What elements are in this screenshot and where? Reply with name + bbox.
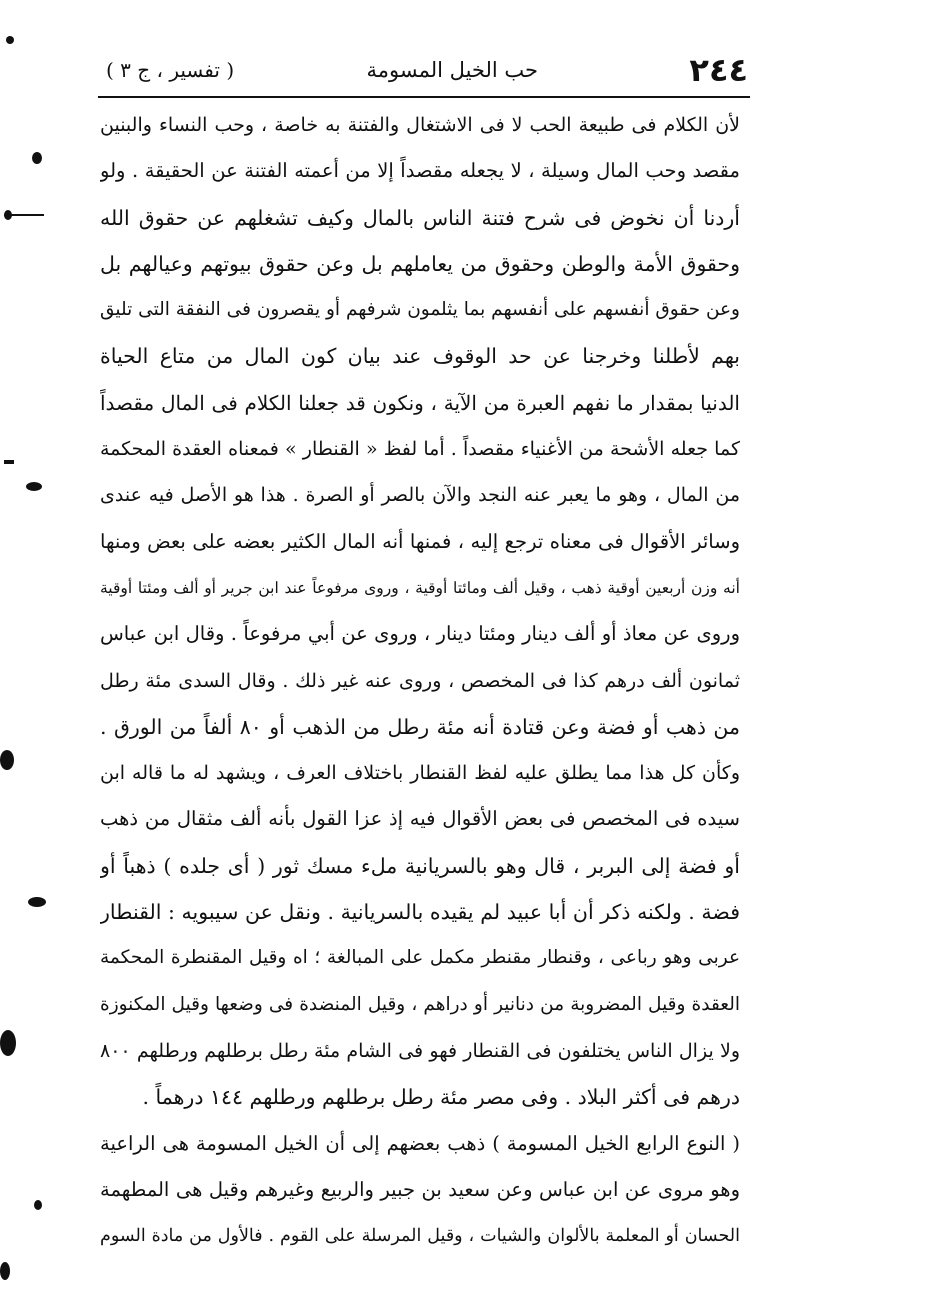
scan-mark [6, 36, 14, 44]
text-line: درهم فى أكثر البلاد . وفى مصر مئة رطل برطلهم ورطلهم ١٤٤ درهماً . [142, 1085, 740, 1110]
text-line: كما جعله الأشحة من الأغنياء مقصداً . أما لفظ « القنطار » فمعناه العقدة المحكمة [100, 438, 740, 461]
text-line: لأن الكلام فى طبيعة الحب لا فى الاشتغال والفتنة به خاصة ، وحب النساء والبنين [100, 114, 740, 136]
text-line: ( النوع الرابع الخيل المسومة ) ذهب بعضهم إلى أن الخيل المسومة هى الراعية [100, 1131, 740, 1155]
scan-mark [0, 1030, 16, 1056]
text-line: سيده فى المخصص فى بعض الأقوال فيه إذ عزا القول بأنه ألف مثقال من ذهب [100, 807, 740, 831]
running-title: حب الخيل المسومة [366, 58, 538, 82]
scan-mark [26, 482, 42, 491]
body-text [100, 102, 740, 1259]
text-line: وروى عن معاذ أو ألف دينار ومئتا دينار ، وروى عن أبي مرفوعاً . وقال ابن عباس [100, 622, 740, 646]
text-line: فضة . ولكنه ذكر أن أبا عبيد لم يقيده بالسريانية . ونقل عن سيبويه : القنطار [100, 900, 740, 925]
text-line: الحسان أو المعلمة بالألوان والشيات ، وقيل المرسلة على القوم . فالأول من مادة السوم [100, 1226, 740, 1247]
section-label: ( تفسير ، ج ٣ ) [106, 58, 235, 82]
text-line: من ذهب أو فضة وعن قتادة أنه مئة رطل من الذهب أو ٨٠ ألفاً من الورق . [100, 714, 740, 739]
text-line: ثمانون ألف درهم كذا فى المخصص ، وروى عنه غير ذلك . وقال السدى مئة رطل [100, 669, 740, 692]
text-line: مقصد وحب المال وسيلة ، لا يجعله مقصداً إلا من أعمته الفتنة عن الحقيقة . ولو [100, 159, 740, 183]
scan-mark [4, 210, 12, 220]
scan-mark [32, 152, 42, 164]
page-header [96, 48, 748, 92]
text-line: العقدة وقيل المضروبة من دنانير أو دراهم ، وقيل المنضدة فى وضعها وقيل المكنوزة [100, 993, 740, 1015]
text-line: وحقوق الأمة والوطن وحقوق من يعاملهم بل وعن حقوق بيوتهم وعيالهم بل [100, 251, 740, 276]
text-line: وعن حقوق أنفسهم على أنفسهم بما يثلمون شرفهم أو يقصرون فى النفقة التى تليق [100, 299, 740, 321]
text-line: وهو مروى عن ابن عباس وعن سعيد بن جبير والربيع وغيرهم وقيل هى المطهمة [100, 1177, 740, 1201]
text-line: وسائر الأقوال فى معناه ترجع إليه ، فمنها أنه المال الكثير بعضه على بعض ومنها [100, 529, 740, 553]
text-line: أو فضة إلى البربر ، قال وهو بالسريانية ملء مسك ثور ( أى جلده ) ذهباً أو [100, 853, 740, 878]
scan-mark [28, 897, 46, 907]
text-line: أردنا أن نخوض فى شرح فتنة الناس بالمال وكيف تشغلهم عن حقوق الله [100, 205, 740, 230]
scan-mark [0, 1262, 10, 1280]
scan-mark [0, 750, 14, 770]
scan-mark [4, 460, 14, 464]
header-rule [98, 96, 750, 98]
text-line: أنه وزن أربعين أوقية ذهب ، وقيل ألف ومائتا أوقية ، وروى مرفوعاً عند ابن جرير أو ألف ومئتا أوقية [100, 578, 740, 597]
text-line: عربى وهو رباعى ، وقنطار مقنطر مكمل على المبالغة ؛ اه وقيل المقنطرة المحكمة [100, 947, 740, 969]
text-line: من المال ، وهو ما يعبر عنه النجد والآن بالصر أو الصرة . هذا هو الأصل فيه عندى [100, 484, 740, 507]
text-line: ولا يزال الناس يختلفون فى القنطار فهو فى الشام مئة رطل برطلهم ورطلهم ٨٠٠ [100, 1039, 740, 1062]
text-line: الدنيا بمقدار ما نفهم العبرة من الآية ، ونكون قد جعلنا الكلام فى المال مقصداً [100, 390, 740, 415]
text-line: بهم لأطلنا وخرجنا عن حد الوقوف عند بيان كون المال من متاع الحياة [100, 344, 740, 369]
scan-mark [34, 1200, 42, 1210]
page-number: ٢٤٤ [689, 51, 748, 89]
text-line: وكأن كل هذا مما يطلق عليه لفظ القنطار باختلاف العرف ، ويشهد له ما قاله ابن [100, 762, 740, 785]
